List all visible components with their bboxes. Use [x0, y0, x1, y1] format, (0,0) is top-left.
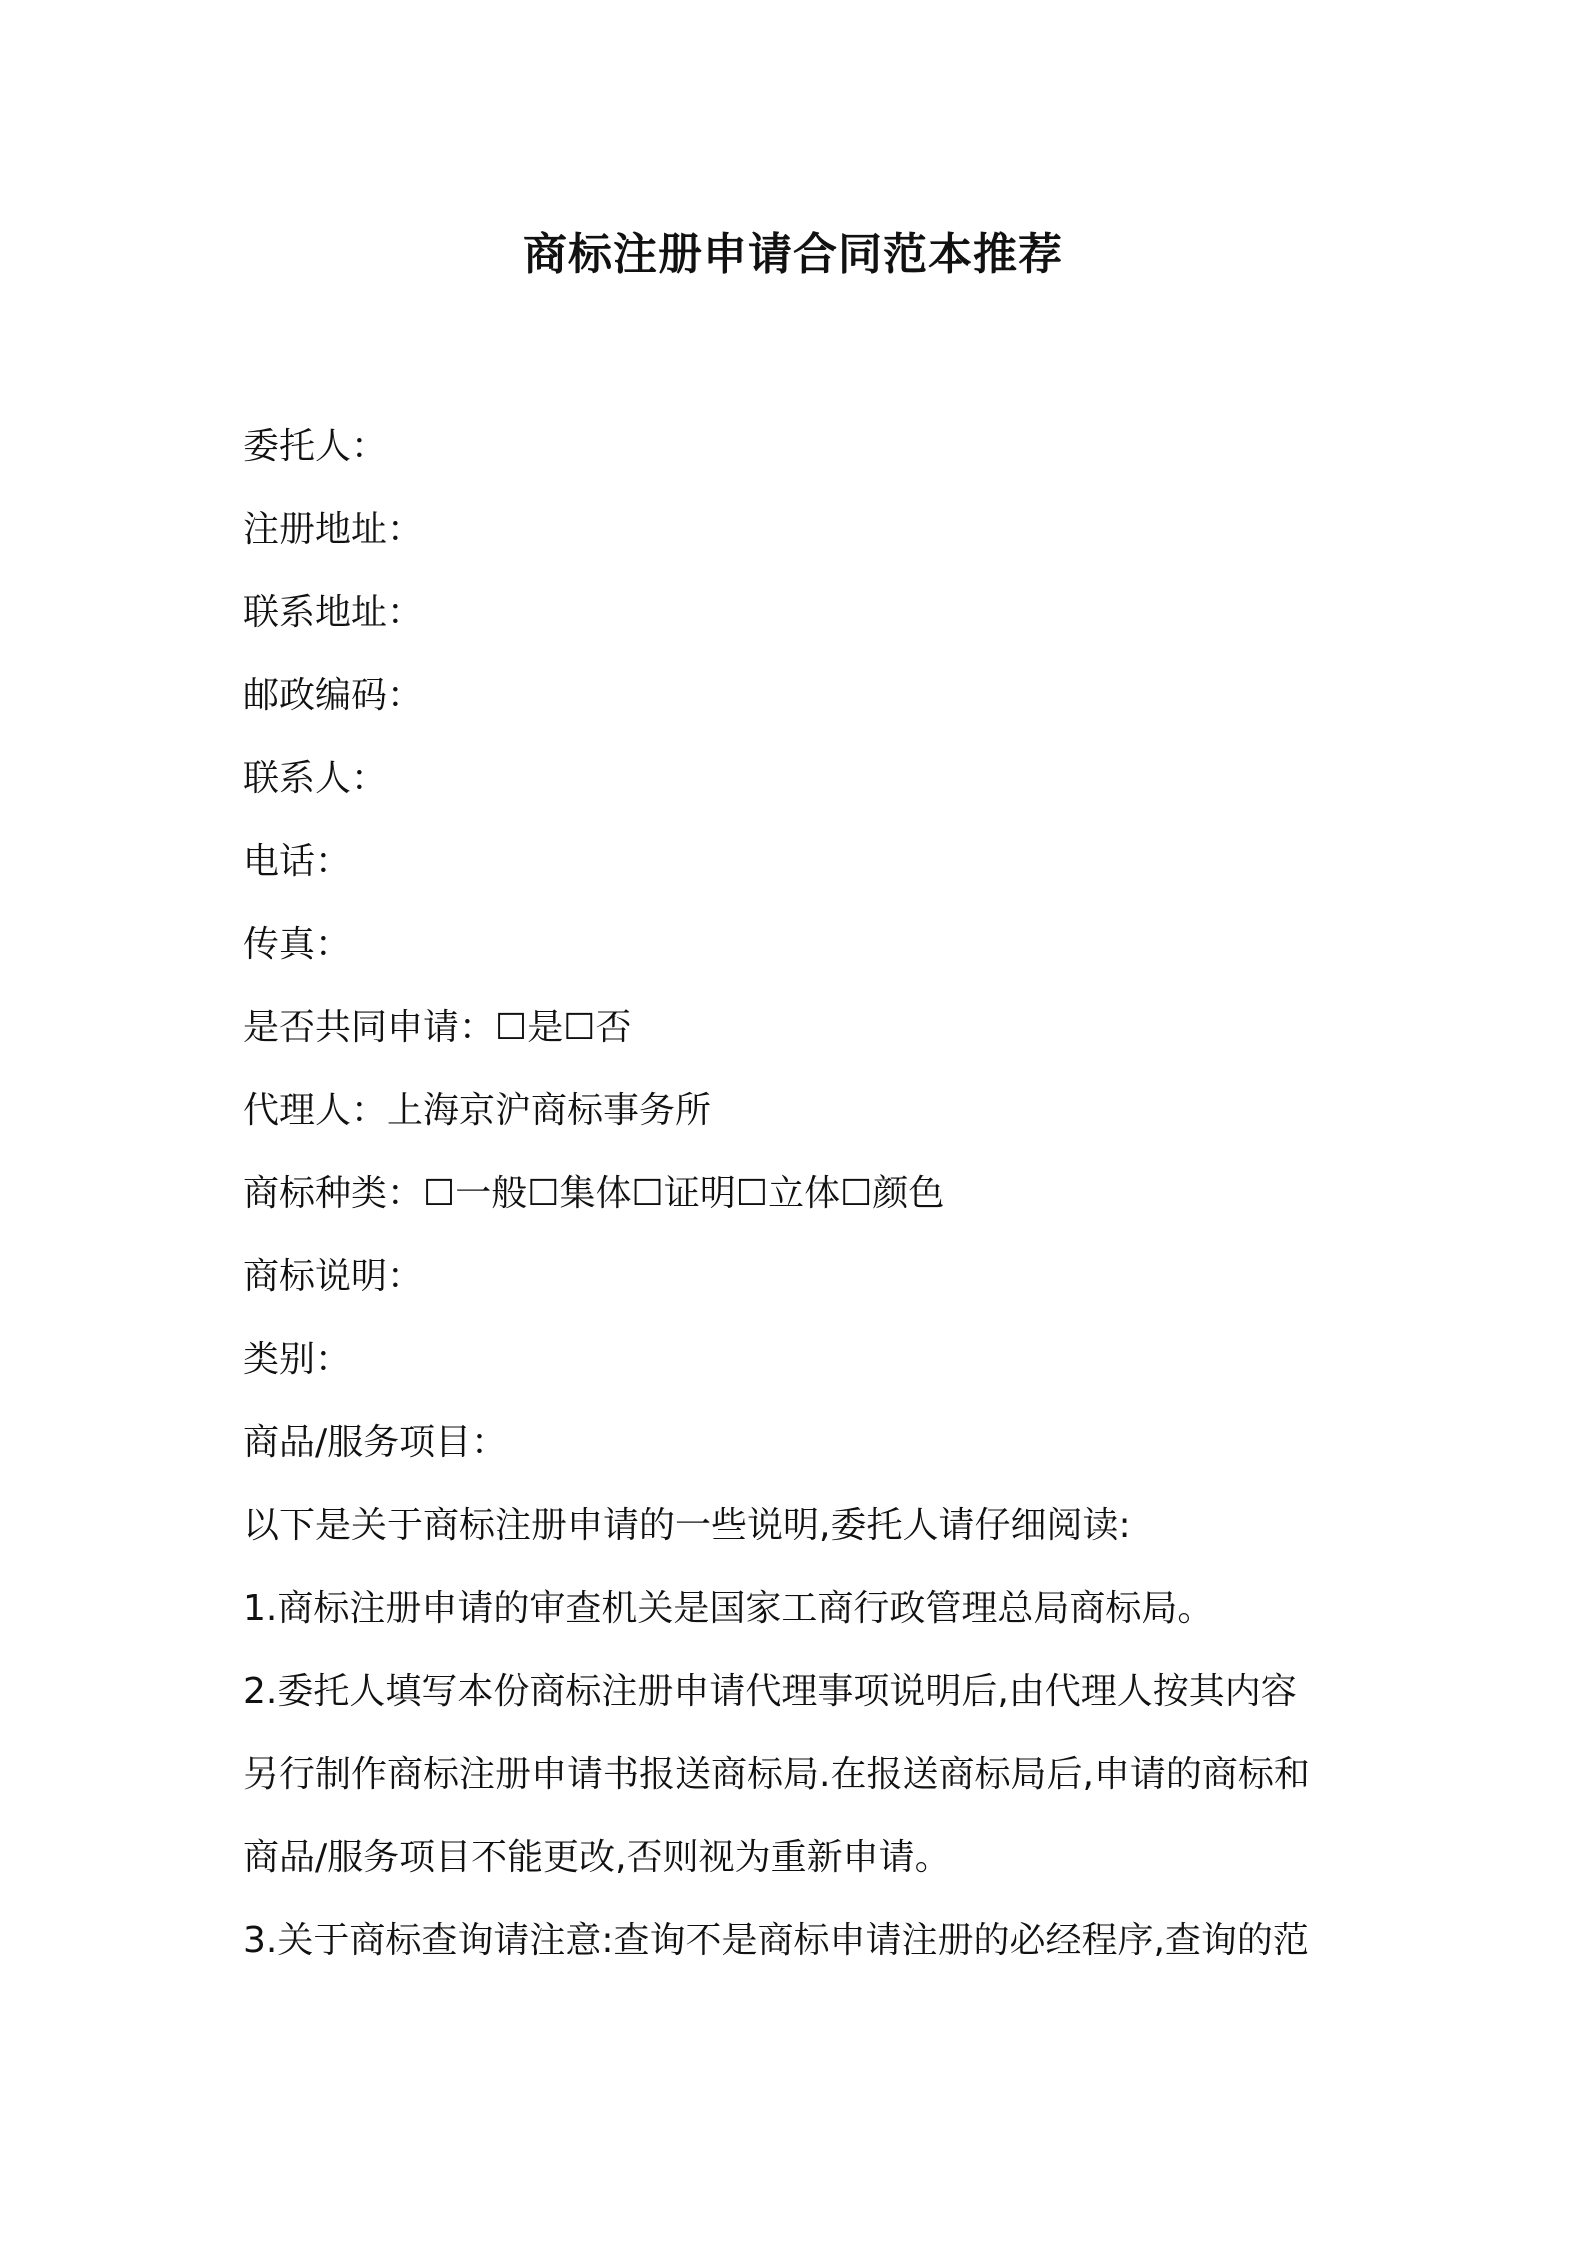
field-registered-address: 注册地址： [243, 509, 424, 550]
note-2-line-1: 2.委托人填写本份商标注册申请代理事项说明后,由代理人按其内容 [243, 1671, 1297, 1712]
field-trademark-type: 商标种类：☐一般☐集体☐证明☐立体☐颜色 [243, 1173, 945, 1214]
notes-intro: 以下是关于商标注册申请的一些说明,委托人请仔细阅读: [243, 1505, 1131, 1546]
field-postal-code: 邮政编码： [243, 675, 424, 716]
document-body [243, 405, 1373, 1982]
field-principal: 委托人： [243, 426, 388, 467]
note-2-line-3: 商品/服务项目不能更改,否则视为重新申请。 [243, 1837, 951, 1878]
note-2-line-2: 另行制作商标注册申请书报送商标局.在报送商标局后,申请的商标和 [243, 1754, 1310, 1795]
field-contact-address: 联系地址： [243, 592, 424, 633]
field-fax: 传真： [243, 924, 352, 965]
field-joint-application: 是否共同申请：☐是☐否 [243, 1007, 632, 1048]
field-agent: 代理人：上海京沪商标事务所 [243, 1090, 712, 1131]
field-phone: 电话： [243, 841, 352, 882]
field-trademark-description: 商标说明： [243, 1256, 424, 1297]
note-1: 1.商标注册申请的审查机关是国家工商行政管理总局商标局。 [243, 1588, 1214, 1629]
document-title: 商标注册申请合同范本推荐 [523, 229, 1063, 280]
note-3-line-1: 3.关于商标查询请注意:查询不是商标申请注册的必经程序,查询的范 [243, 1920, 1309, 1961]
field-class: 类别： [243, 1339, 352, 1380]
field-contact-person: 联系人： [243, 758, 388, 799]
field-goods-services: 商品/服务项目： [243, 1422, 508, 1463]
